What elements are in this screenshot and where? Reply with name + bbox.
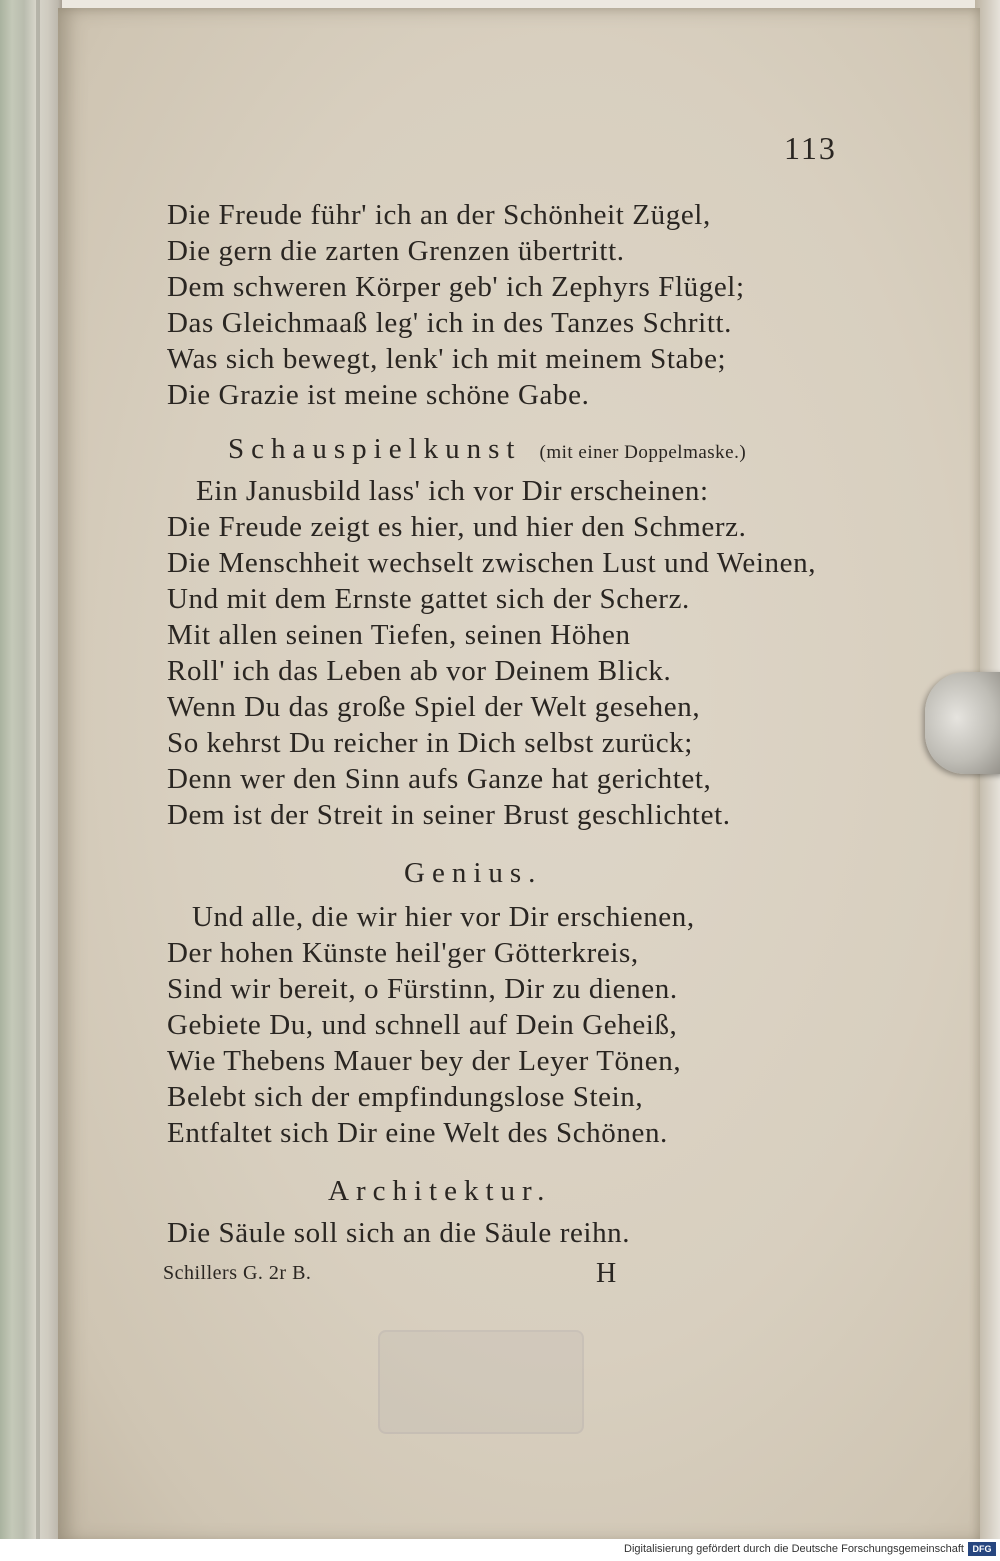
verse-line: Dem ist der Streit in seiner Brust geschlichtet. bbox=[167, 799, 731, 831]
verse-line: Wie Thebens Mauer bey der Leyer Tönen, bbox=[167, 1045, 682, 1077]
verse-line: Die Freude zeigt es hier, und hier den Schmerz. bbox=[167, 511, 747, 543]
signature-mark: H bbox=[596, 1258, 617, 1289]
heading-note: (mit einer Doppelmaske.) bbox=[539, 442, 747, 463]
section-heading-schauspielkunst bbox=[228, 432, 746, 470]
footer-funding-text: Digitalisierung gefördert durch die Deutsche Forschungsgemeinschaft bbox=[624, 1543, 964, 1555]
verse-line: Wenn Du das große Spiel der Welt gesehen, bbox=[167, 691, 701, 723]
verse-line: Das Gleichmaaß leg' ich in des Tanzes Schritt. bbox=[167, 307, 732, 339]
verse-line: Die Freude führ' ich an der Schönheit Zügel, bbox=[167, 199, 711, 231]
heading-text: Schauspielkunst bbox=[228, 433, 522, 465]
library-stamp bbox=[378, 1330, 584, 1434]
verse-line: Die Grazie ist meine schöne Gabe. bbox=[167, 379, 590, 411]
binding-edge bbox=[36, 0, 40, 1561]
verse-line: Und mit dem Ernste gattet sich der Scherz. bbox=[167, 583, 690, 615]
section-heading-genius: Genius. bbox=[404, 857, 543, 889]
footer-bar bbox=[0, 1539, 1000, 1561]
book-page bbox=[58, 8, 980, 1543]
verse-line: Dem schweren Körper geb' ich Zephyrs Flügel; bbox=[167, 271, 745, 303]
verse-line: Die Säule soll sich an die Säule reihn. bbox=[167, 1217, 631, 1249]
page-number: 113 bbox=[784, 130, 837, 166]
verse-line: Denn wer den Sinn aufs Ganze hat gerichtet, bbox=[167, 763, 712, 795]
verse-line: So kehrst Du reicher in Dich selbst zurück; bbox=[167, 727, 693, 759]
verse-line: Der hohen Künste heil'ger Götterkreis, bbox=[167, 937, 639, 969]
verse-line: Gebiete Du, und schnell auf Dein Geheiß, bbox=[167, 1009, 678, 1041]
verse-line: Roll' ich das Leben ab vor Deinem Blick. bbox=[167, 655, 672, 687]
verse-line: Die Menschheit wechselt zwischen Lust und Weinen, bbox=[167, 547, 817, 579]
printer-signature: Schillers G. 2r B. bbox=[163, 1262, 312, 1284]
verse-line: Und alle, die wir hier vor Dir erschienen, bbox=[192, 901, 695, 933]
book-binding bbox=[0, 0, 62, 1561]
verse-line: Ein Janusbild lass' ich vor Dir erscheinen: bbox=[196, 475, 709, 507]
verse-line: Was sich bewegt, lenk' ich mit meinem Stabe; bbox=[167, 343, 727, 375]
page-tab-clip bbox=[925, 672, 1000, 774]
verse-line: Die gern die zarten Grenzen übertritt. bbox=[167, 235, 625, 267]
section-heading-architektur: Architektur. bbox=[328, 1175, 552, 1207]
verse-line: Entfaltet sich Dir eine Welt des Schönen. bbox=[167, 1117, 668, 1149]
verse-line: Sind wir bereit, o Fürstinn, Dir zu dienen. bbox=[167, 973, 678, 1005]
verse-line: Belebt sich der empfindungslose Stein, bbox=[167, 1081, 644, 1113]
dfg-logo: DFG bbox=[968, 1542, 996, 1556]
verse-line: Mit allen seinen Tiefen, seinen Höhen bbox=[167, 619, 631, 651]
